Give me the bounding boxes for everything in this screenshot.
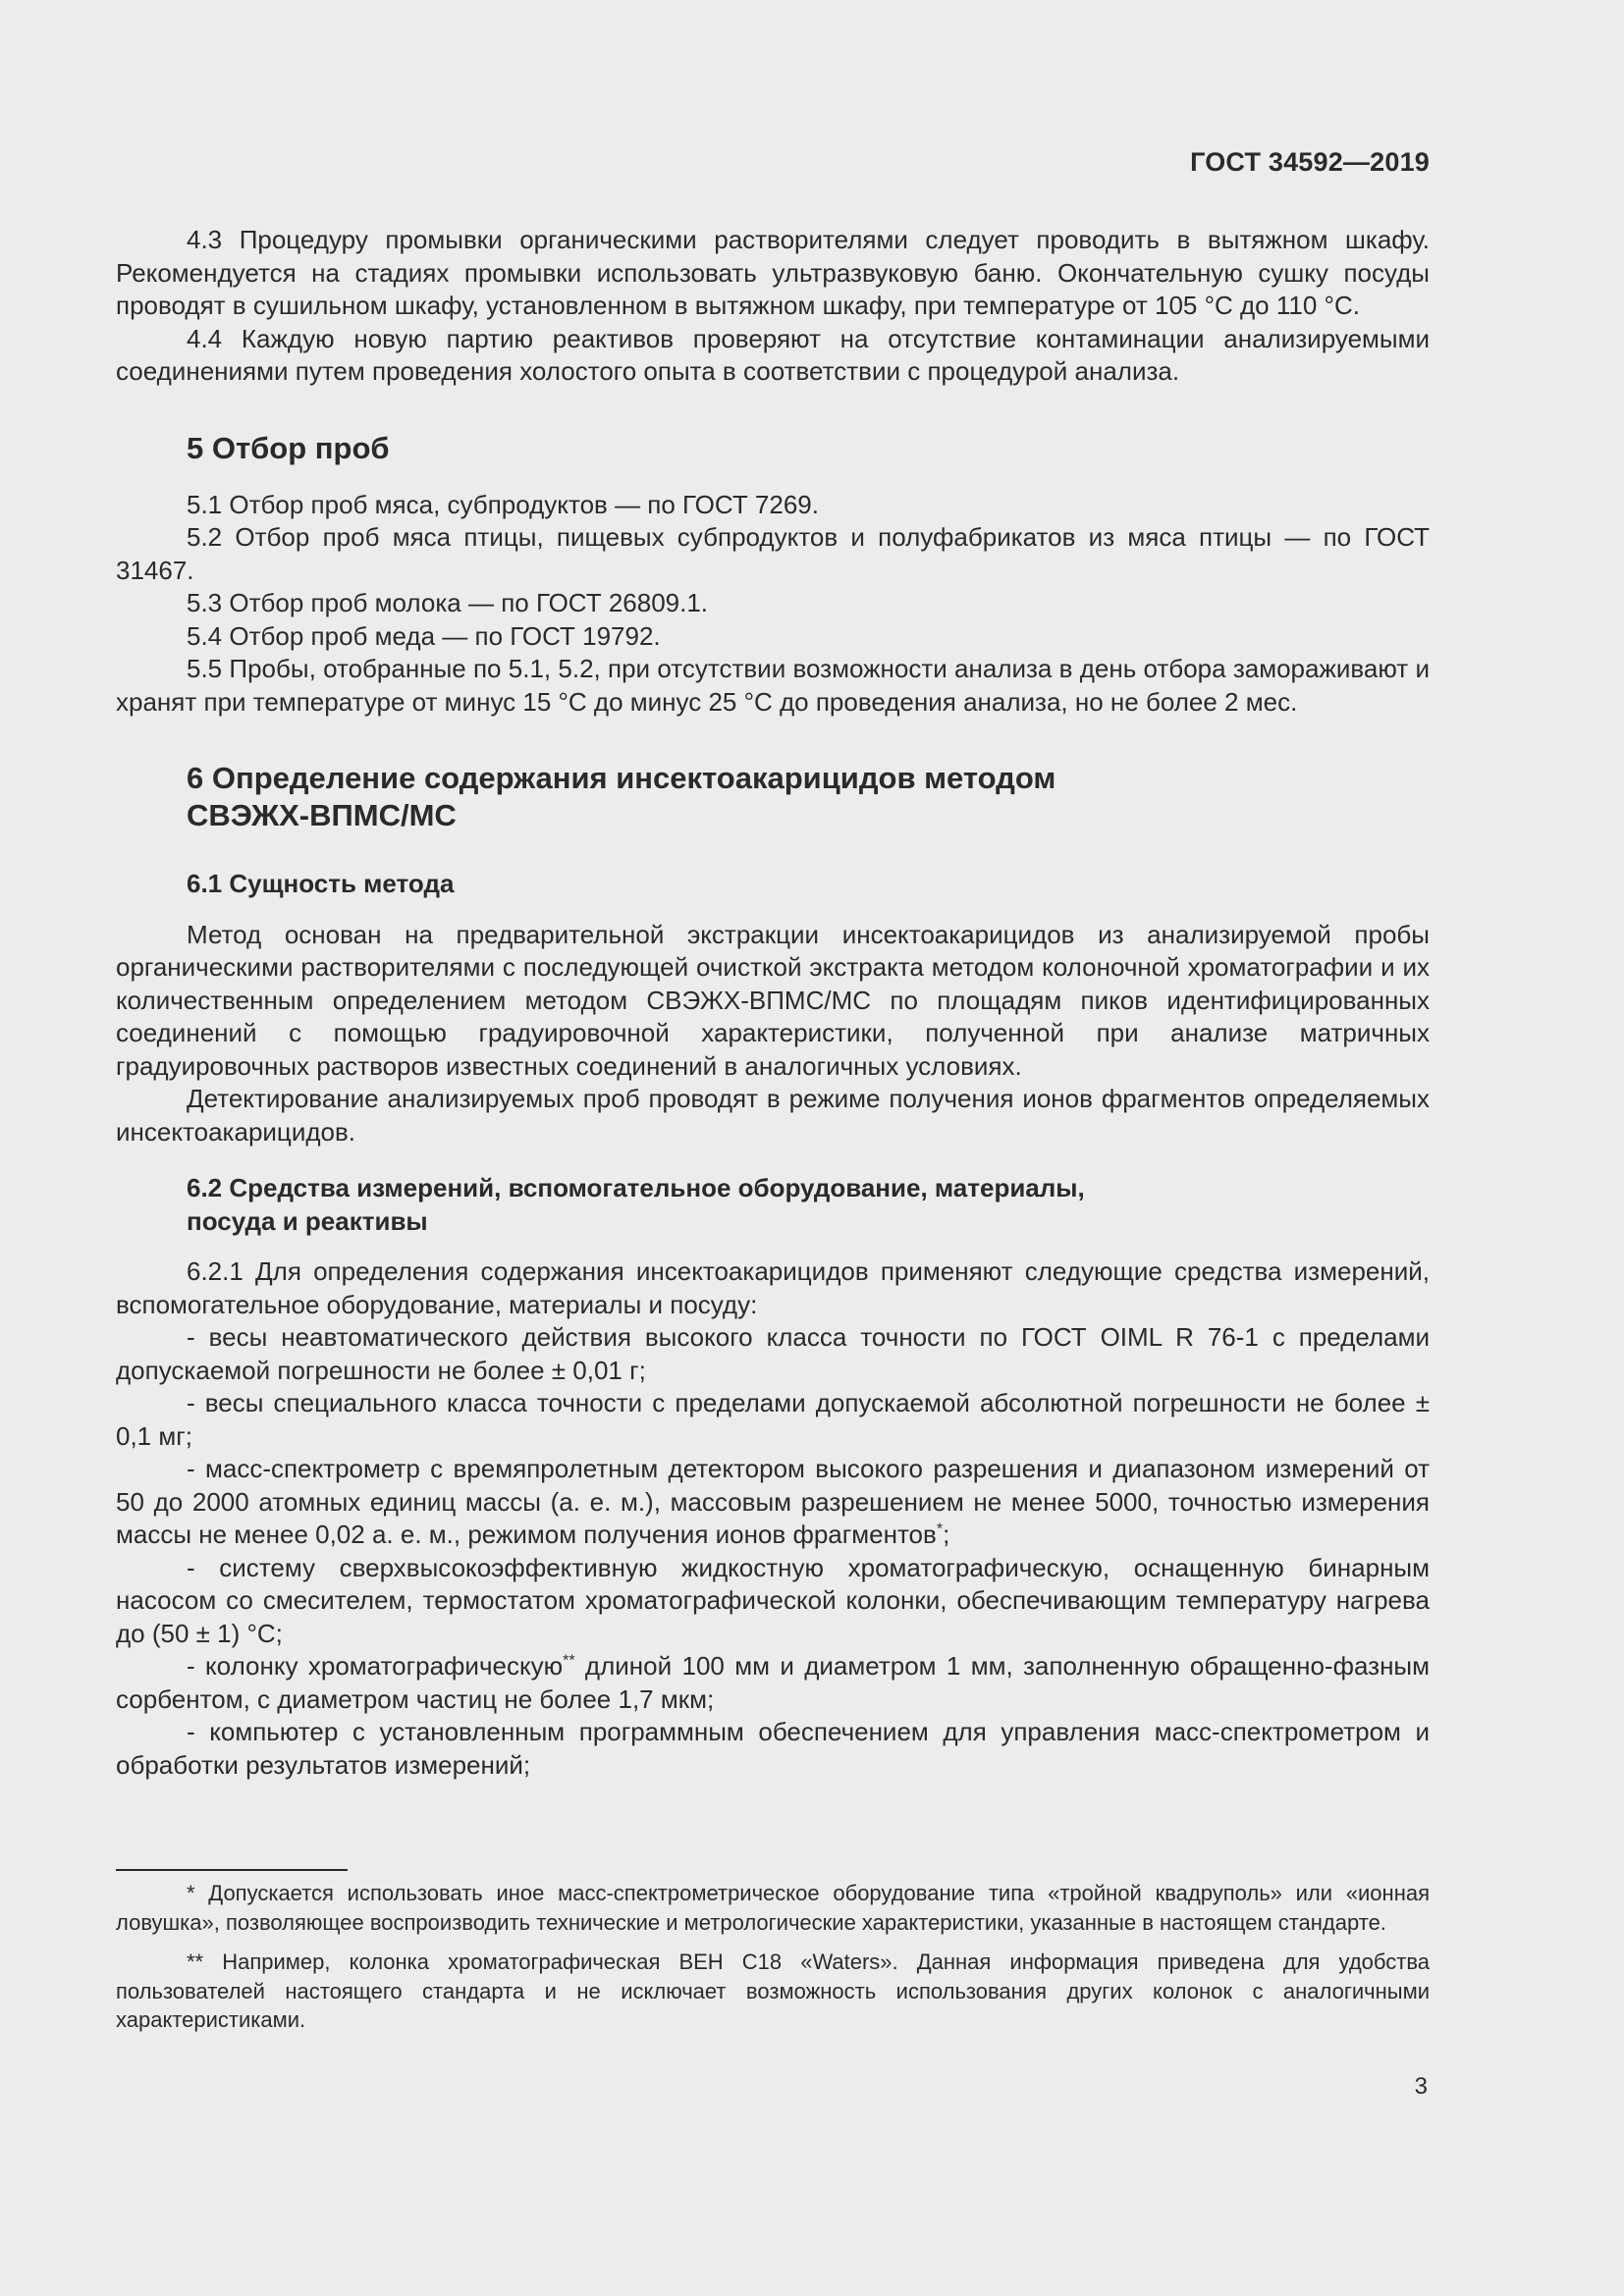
footnote-ref-2: ** <box>563 1652 575 1670</box>
paragraph-6-1-method: Метод основан на предварительной экстракции инсектоакарицидов из анализируемой пробы органическими растворителями с последующей очисткой экстракта методом колоночной хроматографии и их количественным определением методом СВЭЖХ-ВПМС/МС по площадям пиков идентифицированных соединений с помощью градуировочной характеристики, полученной при анализе матричных градуировочных растворов известных соединений в аналогичных условиях. <box>116 919 1430 1081</box>
subsection-6-2-heading-line1: 6.2 Средства измерений, вспомогательное оборудование, материалы, <box>187 1173 1085 1202</box>
footnotes <box>116 1879 1430 2035</box>
document-header-id: ГОСТ 34592—2019 <box>1190 147 1430 177</box>
paragraph-4-3: 4.3 Процедуру промывки органическими растворителями следует проводить в вытяжном шкафу. Рекомендуется на стадиях промывки использовать ультразвуковую баню. Окончательную сушку посуды проводят в сушильном шкафу, установленном в вытяжном шкафу, при температуре от 105 °С до 110 °С. <box>116 225 1430 320</box>
subsection-6-2-heading-line2: посуда и реактивы <box>187 1205 428 1236</box>
page-number: 3 <box>1414 2073 1428 2100</box>
subsection-6-1-heading: 6.1 Сущность метода <box>187 869 455 898</box>
section-6-heading-line1: 6 Определение содержания инсектоакарицидов методом <box>187 761 1056 795</box>
paragraph-4-4: 4.4 Каждую новую партию реактивов проверяют на отсутствие контаминации анализируемыми соединениями путем проведения холостого опыта в соответствии с процедурой анализа. <box>116 323 1430 386</box>
paragraph-6-2-1: 6.2.1 Для определения содержания инсектоакарицидов применяют следующие средства измерений, вспомогательное оборудование, материалы и посуду: <box>116 1256 1430 1319</box>
list-item-chromatograph-system: - систему сверхвысокоэффективную жидкостную хроматографическую, оснащенную бинарным насосом со смесителем, термостатом хроматографической колонки, обеспечивающим температуру нагрева до (50 ± 1) °С; <box>116 1552 1430 1648</box>
list-item-scales-special: - весы специального класса точности с пределами допускаемой абсолютной погрешности не более ± 0,1 мг; <box>116 1388 1430 1451</box>
paragraph-6-1-detection: Детектирование анализируемых проб проводят в режиме получения ионов фрагментов определяемых инсектоакарицидов. <box>116 1084 1430 1147</box>
paragraph-5-2: 5.2 Отбор проб мяса птицы, пищевых субпродуктов и полуфабрикатов из мяса птицы — по ГОСТ 31467. <box>116 522 1430 585</box>
main-content <box>116 224 1430 1782</box>
footnote-ref-1: * <box>936 1521 944 1538</box>
paragraph-5-4: 5.4 Отбор проб меда — по ГОСТ 19792. <box>187 620 661 651</box>
paragraph-5-1: 5.1 Отбор проб мяса, субпродуктов — по ГОСТ 7269. <box>187 489 819 519</box>
section-6-heading <box>187 760 1430 834</box>
paragraph-5-5: 5.5 Пробы, отобранные по 5.1, 5.2, при отсутствии возможности анализа в день отбора замораживают и хранят при температуре от минус 15 °С до минус 25 °С до проведения анализа, но не более 2 мес. <box>116 654 1430 717</box>
subsection-6-2-heading <box>187 1172 1430 1238</box>
section-6-heading-line2: СВЭЖХ-ВПМС/МС <box>187 798 457 832</box>
footnote-1: * Допускается использовать иное масс-спектрометрическое оборудование типа «тройной квадруполь» или «ионная ловушка», позволяющее воспроизводить технические и метрологические характеристики, указанные в настоящем стандарте. <box>116 1881 1430 1935</box>
list-item-scales-high: - весы неавтоматического действия высокого класса точности по ГОСТ OIML R 76-1 с пределами допускаемой погрешности не более ± 0,01 г; <box>116 1322 1430 1385</box>
footnote-2: ** Например, колонка хроматографическая BEH C18 «Waters». Данная информация приведена для удобства пользователей настоящего стандарта и не исключает возможность использования других колонок с аналогичными характеристиками. <box>116 1949 1430 2032</box>
paragraph-5-3: 5.3 Отбор проб молока — по ГОСТ 26809.1. <box>187 588 709 617</box>
list-item-column: - колонку хроматографическую** длиной 100 мм и диаметром 1 мм, заполненную обращенно-фазным сорбентом, с диаметром частиц не более 1,7 мкм; <box>116 1651 1430 1714</box>
list-item-mass-spectrometer: - масс-спектрометр с времяпролетным детектором высокого разрешения и диапазоном измерений от 50 до 2000 атомных единиц массы (а. е. м.), массовым разрешением не менее 5000, точностью измерения массы не менее 0,02 а. е. м., режимом получения ионов фрагментов*; <box>116 1454 1430 1549</box>
list-item-computer: - компьютер с установленным программным обеспечением для управления масс-спектрометром и обработки результатов измерений; <box>116 1717 1430 1780</box>
footnote-divider <box>116 1869 348 1871</box>
section-5-heading: 5 Отбор проб <box>187 430 390 465</box>
